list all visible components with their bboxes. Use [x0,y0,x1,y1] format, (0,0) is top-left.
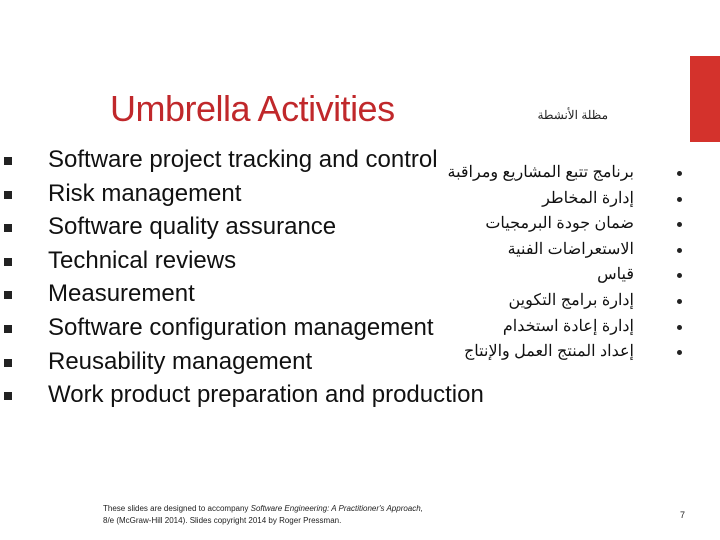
english-list-item [0,210,484,244]
english-item-text: Reusability management [48,347,313,375]
square-bullet-icon [4,191,12,199]
english-item-text: Software quality assurance [48,213,337,241]
copyright-note [103,503,523,527]
square-bullet-icon [4,392,12,400]
arabic-item-text: برنامج تتبع المشاريع ومراقبة [447,164,634,181]
english-list-item [0,378,484,412]
english-list-item [0,143,484,177]
dot-bullet-icon [677,197,682,202]
arabic-list-item [447,237,696,263]
footer-prefix: These slides are designed to accompany [103,504,251,513]
page-number: 7 [680,510,686,520]
english-list-item [0,244,484,278]
square-bullet-icon [4,291,12,299]
arabic-item-text: إدارة المخاطر [542,189,634,207]
dot-bullet-icon [677,299,682,304]
english-bullet-list [0,143,484,412]
english-list-item [0,311,484,345]
english-item-text: Technical reviews [48,246,237,274]
arabic-title: مظلة الأنشطة [537,108,608,122]
square-bullet-icon [4,359,12,367]
arabic-item-text: الاستعراضات الفنية [507,240,634,258]
arabic-list-item [447,288,696,314]
dot-bullet-icon [677,350,682,355]
dot-bullet-icon [677,248,682,253]
accent-bar [690,56,720,142]
footer-line2: 8/e (McGraw-Hill 2014). Slides copyright 2014 by Roger Pressman. [103,516,342,525]
arabic-list-item [447,262,696,288]
english-item-text: Measurement [48,280,195,308]
square-bullet-icon [4,157,12,165]
slide-title: Umbrella Activities [110,88,395,129]
english-list-item [0,177,484,211]
book-title: Software Engineering: A Practitioner's Approach, [250,504,423,513]
arabic-list-item [447,160,696,186]
dot-bullet-icon [677,222,682,227]
arabic-item-text: إعداد المنتج العمل والإنتاج [463,343,634,361]
arabic-item-text: قياس [597,266,634,284]
square-bullet-icon [4,258,12,266]
dot-bullet-icon [677,171,682,176]
arabic-item-text: إدارة برامج التكوين [508,291,634,309]
arabic-bullet-list [447,160,696,365]
dot-bullet-icon [677,325,682,330]
dot-bullet-icon [677,273,682,278]
english-list-item [0,277,484,311]
square-bullet-icon [4,325,12,333]
square-bullet-icon [4,224,12,232]
english-item-text: Work product preparation and production [48,381,484,409]
arabic-item-text: ضمان جودة البرمجيات [485,215,634,233]
arabic-list-item [447,314,696,340]
english-item-text: Software configuration management [48,313,434,341]
english-item-text: Risk management [48,179,242,207]
english-item-text: Software project tracking and control [48,146,438,173]
english-list-item [0,345,484,379]
arabic-item-text: إدارة إعادة استخدام [502,317,634,335]
arabic-list-item [447,339,696,365]
arabic-list-item [447,186,696,212]
arabic-list-item [447,211,696,237]
